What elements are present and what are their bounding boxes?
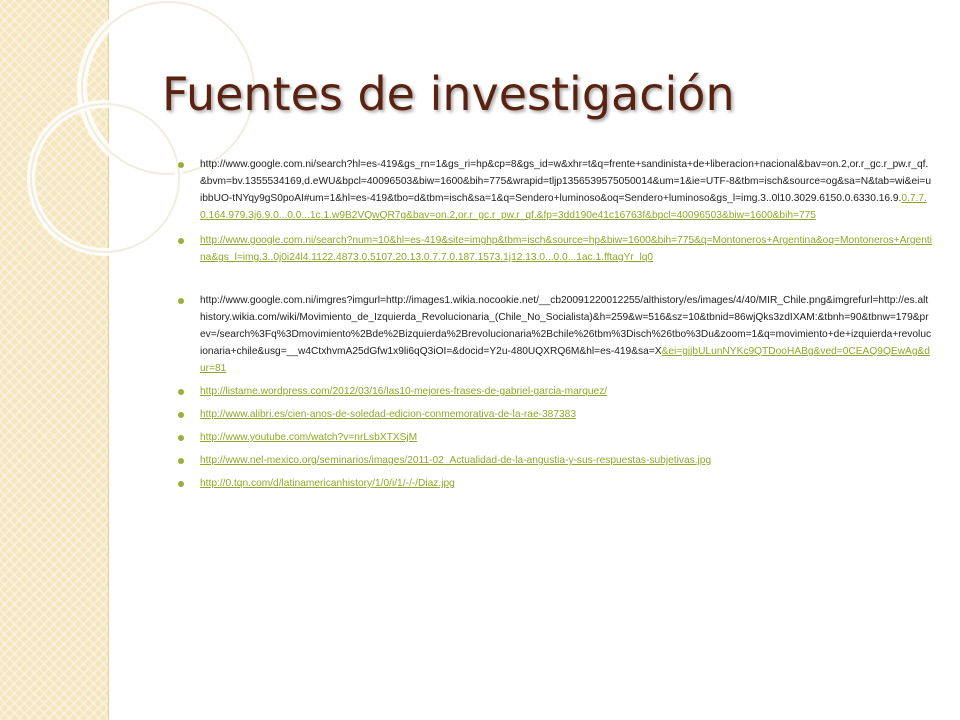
reference-text: http://www.google.com.ni/search?hl=es-419&gs_rn=1&gs_ri=hp&cp=8&gs_id=w&xhr=t&q=frente+sandinista+de+liberacion+nacional&bav=on.2,or.r_gc.r_pw.r_qf.&bvm=bv.1355534169,d.eWU&bpcl=40096503&biw=1600&bih=775&wrapid=tljp1356539575050014&um=1&ie=UTF-8&tbm=isch&source=og&sa=N&tab=wi&ei=uibbUO-tNYqy9gS0poAI#um=1&hl=es-419&tbo=d&tbm=isch&sa=1&q=Sendero+luminoso&oq=Sendero+luminoso&gs_l=img.3..0l10.3029.6150.0.6330.16.9. — [200, 159, 931, 204]
slide-title: Fuentes de investigación — [162, 67, 735, 121]
reference-link[interactable]: http://www.youtube.com/watch?v=nrLsbXTXSjM — [200, 432, 418, 443]
reference-item — [178, 232, 932, 266]
reference-item — [178, 429, 932, 446]
reference-item — [178, 156, 932, 224]
reference-item — [178, 452, 932, 469]
reference-item — [178, 292, 932, 377]
reference-item — [178, 383, 932, 400]
decorative-side-band — [0, 0, 109, 720]
references-list — [178, 156, 932, 492]
reference-link[interactable]: 0.7.7.0.164.979.3j6.9.0...0.0...1c.1.w9B2VQwQR7g&bav=on.2,or.r_gc.r_pw.r_qf.&fp=3dd190e41c16763f&bpcl=40096503&biw=1600&bih=775 — [200, 193, 927, 221]
reference-link[interactable]: http://0.tqn.com/d/latinamericanhistory/1/0/i/1/-/-/Diaz.jpg — [200, 478, 455, 489]
reference-item — [178, 475, 932, 492]
reference-link[interactable]: http://www.nel-mexico.org/seminarios/images/2011-02_Actualidad-de-la-angustia-y-sus-respuestas-subjetivas.jpg — [200, 455, 712, 466]
reference-link[interactable]: &ei=gjjbULunNYKc9QTDooHABg&ved=0CEAQ9QEwAg&dur=81 — [200, 346, 930, 374]
reference-link[interactable]: http://www.alibri.es/cien-anos-de-soledad-edicion-conmemorativa-de-la-rae-387383 — [200, 409, 576, 420]
reference-item — [178, 406, 932, 423]
reference-link[interactable]: http://www.google.com.ni/search?num=10&hl=es-419&site=imghp&tbm=isch&source=hp&biw=1600&bih=775&q=Montoneros+Argentina&oq=Montoneros+Argentina&gs_l=img.3..0j0i24l4.1122.4873.0.5107.20.13.0.7.7.0.187.1573.1j12.13.0...0.0...1ac.1.fftagYr_lq0 — [200, 235, 932, 263]
reference-link[interactable]: http://listame.wordpress.com/2012/03/16/las10-mejores-frases-de-gabriel-garcia-marquez/ — [200, 386, 608, 397]
reference-text: http://www.google.com.ni/imgres?imgurl=http://images1.wikia.nocookie.net/__cb20091220012255/althistory/es/images/4/40/MIR_Chile.png&imgrefurl=http://es.althistory.wikia.com/wiki/Movimiento_de_Izquierda_Revolucionaria_(Chile_No_Socialista)&h=259&w=516&sz=10&tbnid=86wjQks3zdIXAM:&tbnh=90&tbnw=179&prev=/search%3Fq%3Dmovimiento%2Bde%2Bizquierda%2Brevolucionaria%2Bchile%26tbm%3Disch%26tbo%3Du&zoom=1&q=movimiento+de+izquierda+revolucionaria+chile&usg=__w4CtxhvmA25dGfw1x9li6qQ3iOI=&docid=Y2u-480UQXRQ6M&hl=es-419&sa=X — [200, 295, 932, 357]
